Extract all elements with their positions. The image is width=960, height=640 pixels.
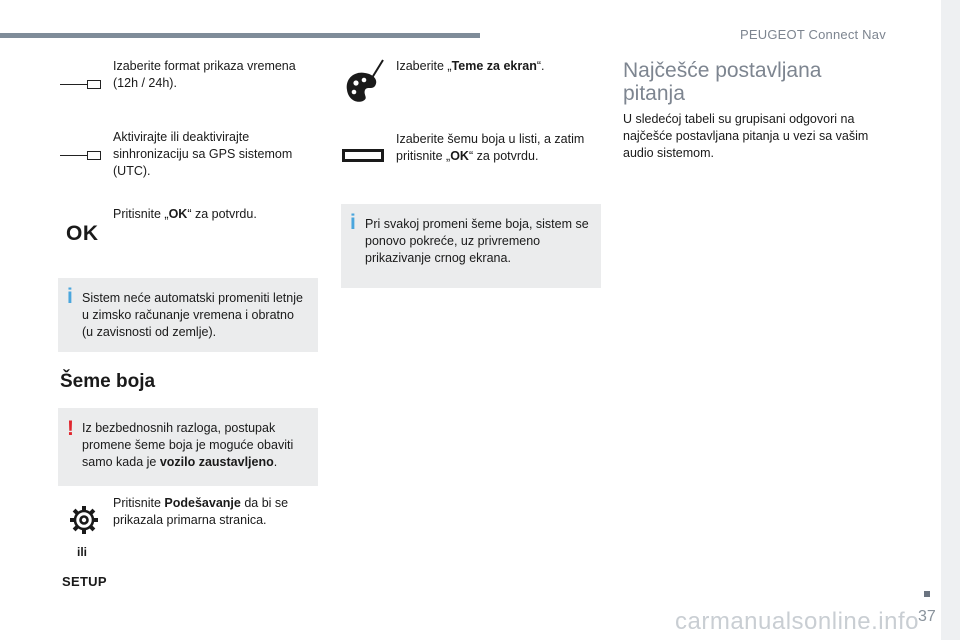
slider-icon (60, 151, 101, 160)
page-marker (924, 591, 930, 597)
faq-heading: Najčešće postavljana pitanja (623, 59, 822, 105)
watermark: carmanualsonline.info (675, 608, 919, 635)
palette-icon (343, 58, 385, 104)
step-settings-text: Pritisnite Podešavanje da bi se prikazala primarna stranica. (113, 496, 289, 527)
warning-note-text: Iz bezbednosnih razloga, postupak promene šeme boja je moguće obaviti samo kada je vozilo zaustavljeno. (82, 421, 294, 469)
step-gps-sync-text: Aktivirajte ili deaktivirajte sinhronizaciju sa GPS sistemom (UTC). (113, 130, 293, 178)
info-note-text: Pri svakoj promeni šeme boja, sistem se ponovo pokreće, uz privremeno prikazivanje crnog ekrana. (365, 217, 589, 265)
page-sidebar (941, 0, 960, 640)
info-note-restart (341, 204, 601, 288)
setup-button-label: SETUP (62, 574, 107, 589)
ok-icon: OK (66, 222, 99, 245)
info-note-dst (58, 278, 318, 352)
slider-icon (60, 80, 101, 89)
faq-intro-text: U sledećoj tabeli su grupisani odgovori na najčešće postavljana pitanja u vezi sa vašim audio sistemom. (623, 112, 869, 160)
bar-icon (342, 149, 384, 162)
step-screen-themes-text: Izaberite „Teme za ekran“. (396, 59, 545, 73)
gear-icon (69, 505, 99, 535)
page-number: 37 (918, 608, 936, 625)
info-icon: i (350, 211, 356, 234)
warning-icon: ! (67, 417, 74, 440)
step-time-format-text: Izaberite format prikaza vremena (12h / 24h). (113, 59, 296, 90)
or-label: ili (77, 545, 88, 559)
info-icon: i (67, 285, 73, 308)
info-note-text: Sistem neće automatski promeniti letnje u zimsko računanje vremena i obratno (u zavisnosti od zemlje). (82, 291, 303, 339)
header-bar (0, 33, 480, 38)
section-title: Šeme boja (60, 371, 156, 392)
step-choose-scheme-text: Izaberite šemu boja u listi, a zatim pritisnite „OK“ za potvrdu. (396, 132, 585, 163)
header-title: PEUGEOT Connect Nav (740, 27, 886, 42)
warning-note (58, 408, 318, 486)
step-confirm-text: Pritisnite „OK“ za potvrdu. (113, 207, 257, 221)
